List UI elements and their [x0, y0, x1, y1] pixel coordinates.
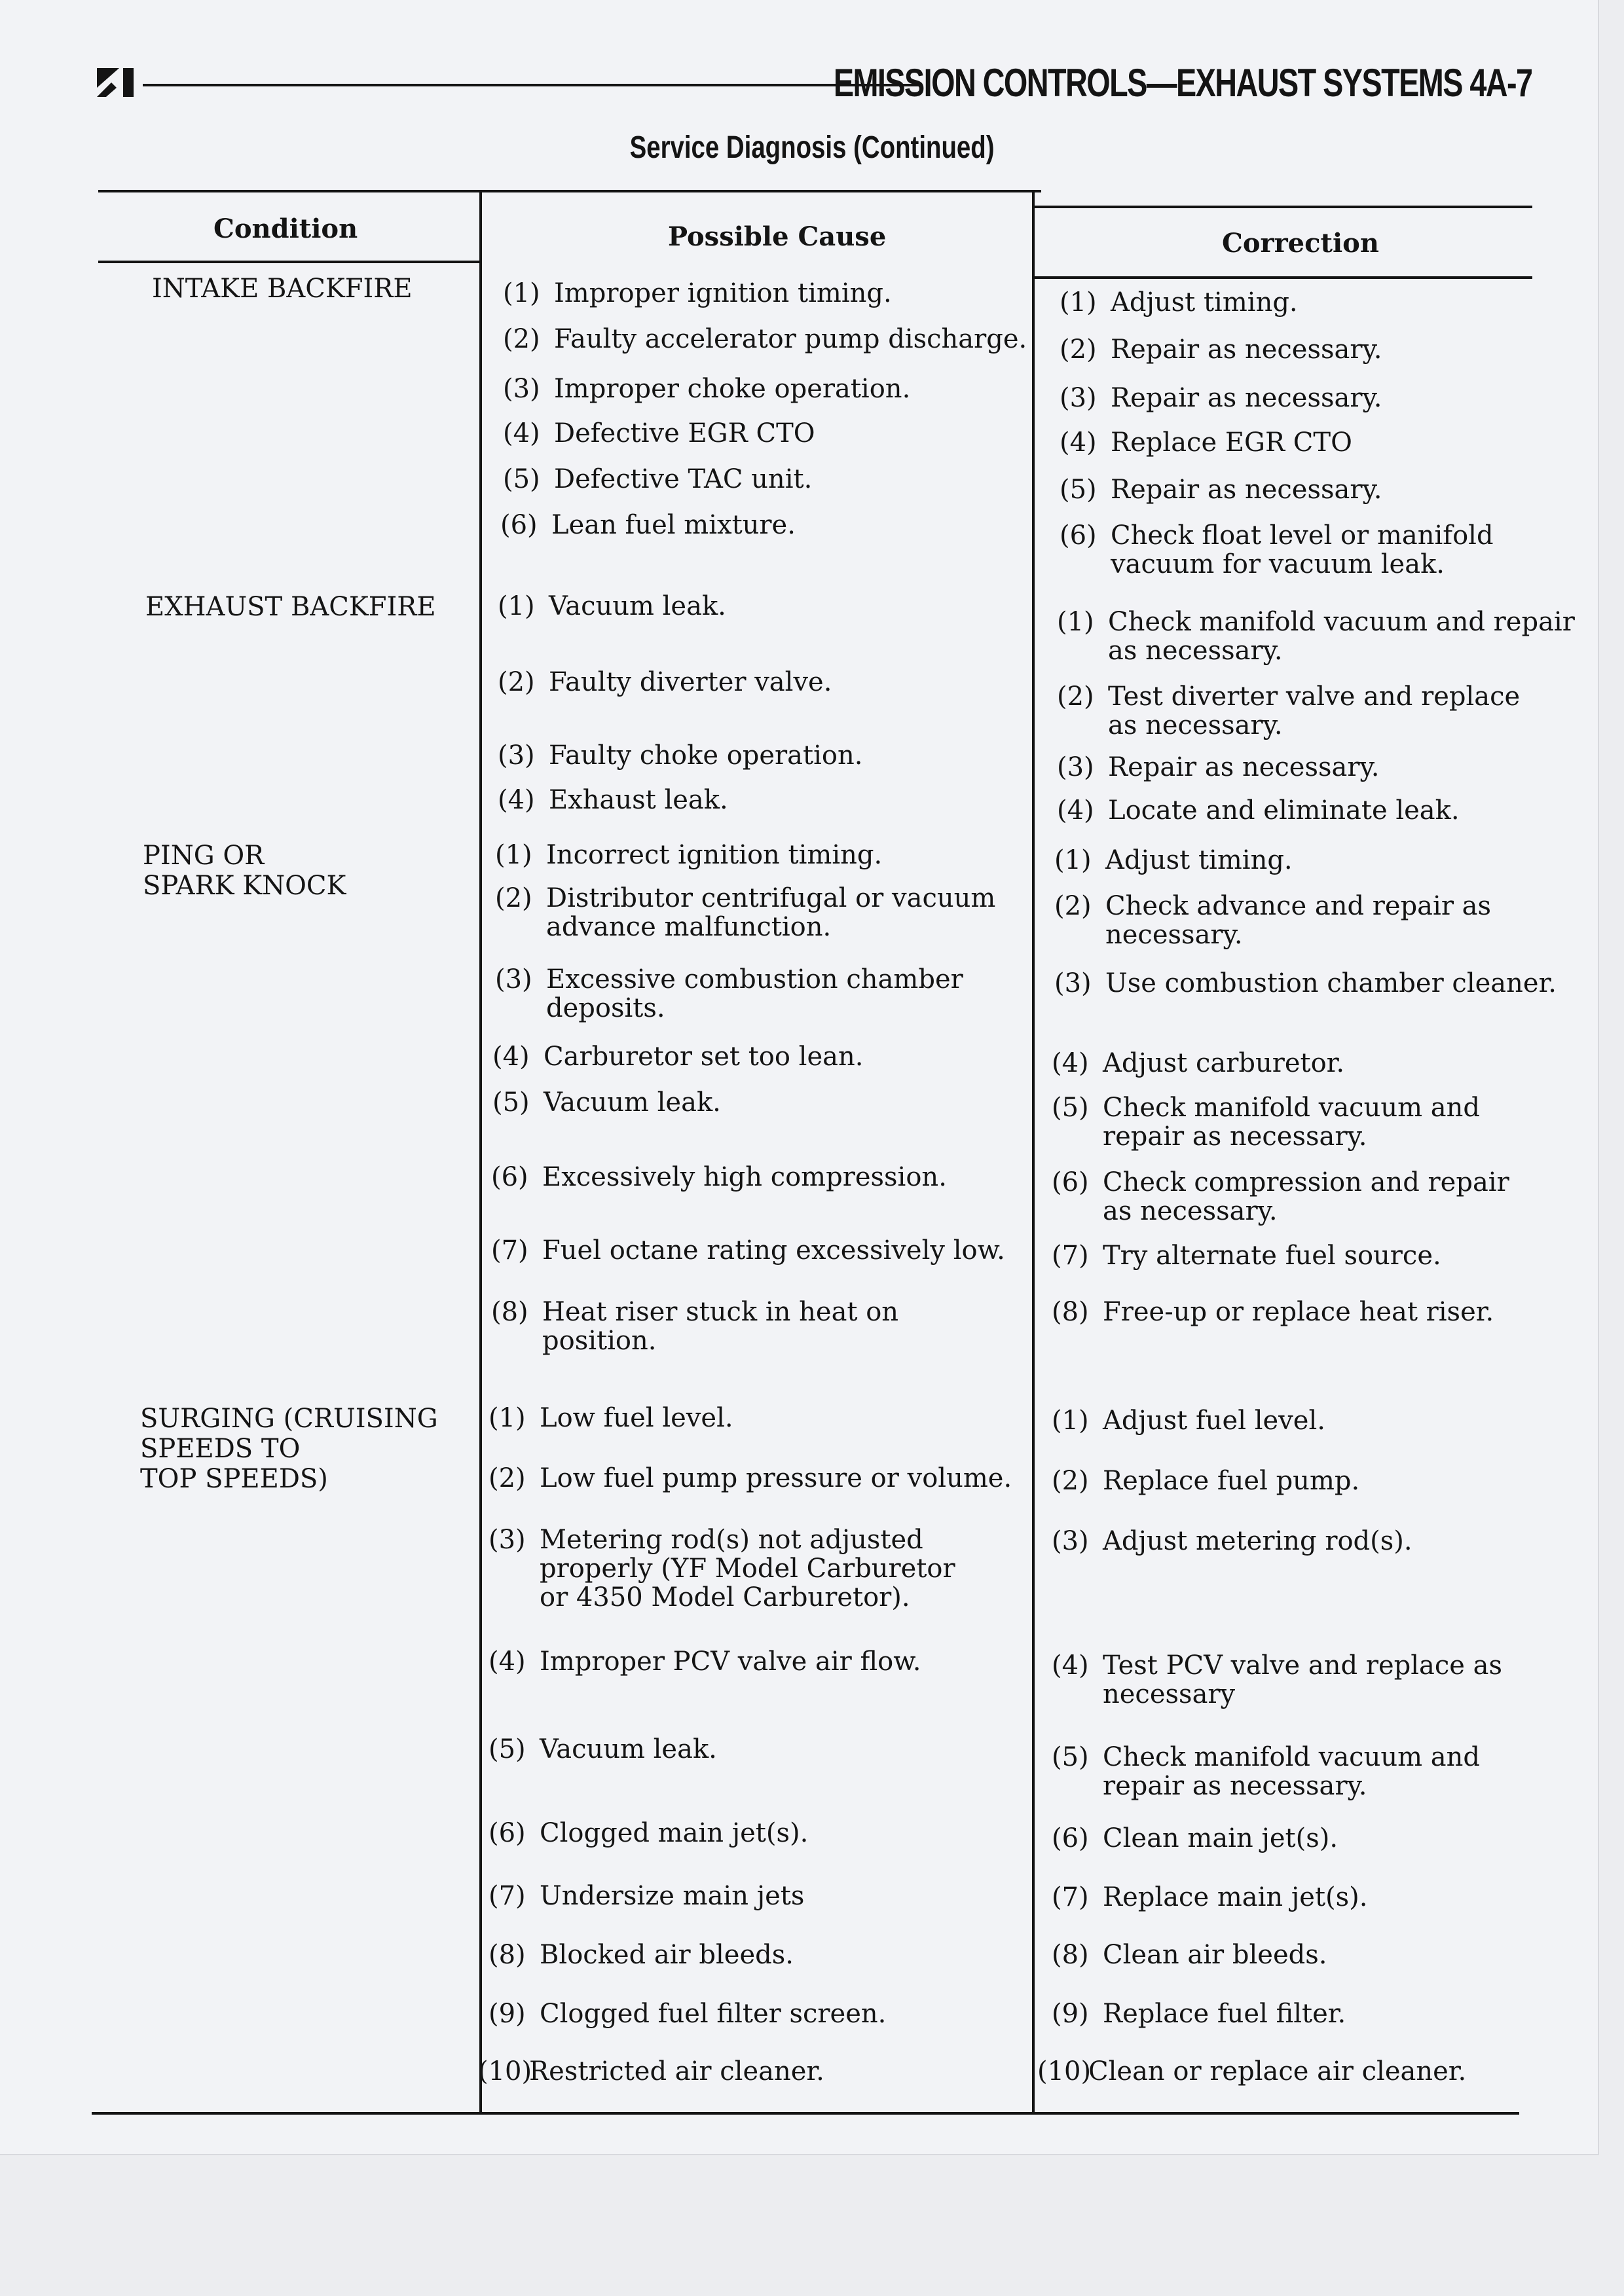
correction-item	[1052, 1168, 1509, 1226]
correction-text: Replace EGR CTO	[1111, 428, 1352, 458]
cause-text: Improper PCV valve air flow.	[540, 1647, 921, 1677]
cause-number: (8)	[489, 1940, 526, 1970]
correction-text: Repair as necessary.	[1111, 335, 1382, 365]
correction-text: Check advance and repair as necessary.	[1105, 891, 1492, 950]
cause-text: Defective EGR CTO	[554, 418, 815, 448]
correction-item	[1060, 288, 1298, 317]
correction-number: (4)	[1052, 1048, 1089, 1078]
correction-number: (8)	[1052, 1297, 1089, 1327]
cause-number: (5)	[489, 1734, 526, 1764]
cause-text: Low fuel level.	[540, 1403, 733, 1433]
condition-surging: SURGING (CRUISING SPEEDS TO TOP SPEEDS)	[140, 1404, 438, 1494]
correction-item	[1054, 846, 1293, 875]
correction-text: Replace main jet(s).	[1103, 1882, 1368, 1912]
correction-text: Adjust carburetor.	[1103, 1048, 1345, 1078]
page-header	[97, 58, 1532, 117]
cause-text: Lean fuel mixture.	[551, 510, 796, 540]
cause-text: Clogged main jet(s).	[540, 1818, 809, 1848]
cause-text: Improper ignition timing.	[554, 278, 892, 308]
correction-item	[1060, 428, 1352, 457]
cause-item	[491, 1236, 1005, 1265]
correction-item	[1052, 1527, 1412, 1556]
cause-text: Faulty diverter valve.	[549, 667, 832, 697]
correction-text: Replace fuel pump.	[1103, 1466, 1360, 1496]
correction-item	[1052, 1298, 1494, 1326]
cause-text: Restricted air cleaner.	[529, 2056, 824, 2086]
correction-item	[1052, 1743, 1480, 1800]
column-header-condition: Condition	[213, 213, 358, 244]
correction-text: Clean air bleeds.	[1103, 1940, 1327, 1970]
cause-text: Blocked air bleeds.	[540, 1940, 794, 1970]
cause-number: (2)	[503, 324, 540, 354]
correction-number: (2)	[1052, 1466, 1089, 1496]
cause-number: (5)	[492, 1087, 530, 1118]
correction-number: (6)	[1052, 1823, 1089, 1853]
correction-item	[1052, 1999, 1346, 2028]
cause-item	[491, 1298, 898, 1355]
cause-number: (1)	[489, 1403, 526, 1433]
cause-number: (1)	[498, 591, 535, 621]
cause-item	[495, 884, 995, 941]
correction-text: Test diverter valve and replace as necessary.	[1108, 682, 1521, 740]
cause-number: (7)	[491, 1235, 528, 1266]
correction-number: (10)	[1037, 2056, 1092, 2086]
table-top-rule-right	[1035, 206, 1532, 208]
column-header-correction: Correction	[1222, 228, 1379, 259]
correction-item	[1057, 753, 1380, 782]
cause-text: Vacuum leak.	[540, 1734, 717, 1764]
cause-item	[492, 1088, 721, 1117]
cause-text: Clogged fuel filter screen.	[540, 1999, 887, 2029]
correction-text: Adjust fuel level.	[1103, 1406, 1325, 1436]
cause-item	[489, 1464, 1012, 1493]
cause-item	[489, 1999, 886, 2028]
cause-number: (4)	[503, 418, 540, 448]
cause-item	[498, 786, 728, 814]
page-title: EMISSION CONTROLS—EXHAUST SYSTEMS 4A-7	[834, 61, 1532, 105]
correction-text: Check compression and repair as necessary.	[1103, 1167, 1509, 1226]
correction-item	[1052, 1467, 1359, 1495]
correction-number: (7)	[1052, 1882, 1089, 1912]
correction-number: (9)	[1052, 1999, 1089, 2029]
correction-item	[1060, 475, 1382, 504]
correction-item	[1052, 1406, 1325, 1435]
correction-item	[1054, 892, 1491, 949]
cause-item	[503, 279, 892, 308]
cause-number: (8)	[491, 1297, 528, 1327]
cause-number: (4)	[492, 1042, 530, 1072]
cause-text: Defective TAC unit.	[554, 464, 813, 494]
cause-number: (6)	[500, 510, 538, 540]
column-header-cause: Possible Cause	[668, 221, 887, 252]
correction-number: (5)	[1060, 475, 1097, 505]
condition-intake-backfire: INTAKE BACKFIRE	[152, 274, 413, 304]
correction-number: (5)	[1052, 1742, 1089, 1772]
cause-text: Excessively high compression.	[542, 1162, 947, 1192]
correction-number: (5)	[1052, 1093, 1089, 1123]
cause-text: Exhaust leak.	[549, 785, 728, 815]
cause-item	[503, 419, 815, 448]
cause-item	[478, 2057, 824, 2086]
correction-item	[1037, 2057, 1466, 2086]
condition-header-rule	[98, 261, 482, 263]
cause-number: (4)	[489, 1647, 526, 1677]
correction-text: Check float level or manifold vacuum for vacuum leak.	[1111, 520, 1494, 579]
cause-text: Low fuel pump pressure or volume.	[540, 1463, 1012, 1493]
column-divider-2	[1032, 190, 1035, 2115]
cause-text: Heat riser stuck in heat on position.	[542, 1297, 899, 1356]
cause-text: Incorrect ignition timing.	[546, 840, 883, 870]
header-rule	[143, 84, 922, 86]
correction-text: Repair as necessary.	[1108, 752, 1380, 782]
correction-number: (7)	[1052, 1241, 1089, 1271]
cause-item	[498, 592, 726, 621]
cause-text: Improper choke operation.	[554, 374, 911, 404]
correction-text: Repair as necessary.	[1111, 475, 1382, 505]
cause-item	[489, 1941, 794, 1969]
cause-item	[489, 1525, 955, 1612]
cause-text: Faulty choke operation.	[549, 740, 863, 771]
cause-number: (2)	[498, 667, 535, 697]
correction-number: (3)	[1057, 752, 1094, 782]
cause-number: (9)	[489, 1999, 526, 2029]
correction-number: (1)	[1060, 287, 1097, 318]
correction-number: (3)	[1052, 1526, 1089, 1556]
cause-number: (6)	[489, 1818, 526, 1848]
cause-number: (5)	[503, 464, 540, 494]
correction-text: Adjust metering rod(s).	[1103, 1526, 1412, 1556]
diagnosis-table	[92, 190, 1575, 2118]
cause-text: Metering rod(s) not adjusted properly (YF Model Carburetor or 4350 Model Carburetor).	[540, 1525, 955, 1613]
correction-number: (8)	[1052, 1940, 1089, 1970]
cause-number: (4)	[498, 785, 535, 815]
cause-text: Fuel octane rating excessively low.	[542, 1235, 1005, 1266]
correction-text: Locate and eliminate leak.	[1108, 795, 1460, 826]
correction-item	[1057, 796, 1460, 825]
cause-text: Carburetor set too lean.	[544, 1042, 864, 1072]
manual-logo-icon	[97, 68, 135, 97]
cause-item	[498, 668, 832, 697]
cause-text: Undersize main jets	[540, 1881, 805, 1911]
cause-item	[492, 1042, 863, 1071]
correction-item	[1052, 1651, 1502, 1709]
cause-item	[495, 841, 882, 869]
correction-text: Repair as necessary.	[1111, 383, 1382, 413]
cause-text: Faulty accelerator pump discharge.	[554, 324, 1027, 354]
cause-item	[489, 1819, 808, 1848]
correction-text: Try alternate fuel source.	[1103, 1241, 1441, 1271]
cause-text: Excessive combustion chamber deposits.	[546, 964, 963, 1023]
correction-number: (6)	[1060, 520, 1097, 551]
correction-item	[1052, 1941, 1327, 1969]
correction-text: Test PCV valve and replace as necessary	[1103, 1650, 1503, 1709]
section-subtitle-text: Service Diagnosis (Continued)	[629, 130, 995, 165]
correction-text: Check manifold vacuum and repair as necessary.	[1108, 607, 1575, 666]
correction-number: (1)	[1052, 1406, 1089, 1436]
cause-item	[495, 965, 963, 1023]
correction-text: Use combustion chamber cleaner.	[1105, 968, 1557, 998]
correction-item	[1052, 1093, 1480, 1151]
correction-text: Free-up or replace heat riser.	[1103, 1297, 1494, 1327]
correction-number: (2)	[1054, 891, 1092, 921]
correction-item	[1054, 968, 1557, 998]
correction-number: (3)	[1054, 968, 1092, 998]
cause-item	[489, 1647, 921, 1676]
correction-text: Adjust timing.	[1105, 845, 1293, 875]
correction-text: Adjust timing.	[1111, 287, 1298, 318]
correction-item	[1052, 1049, 1344, 1078]
table-bottom-rule	[92, 2112, 1519, 2115]
cause-item	[500, 511, 796, 539]
cause-item	[491, 1163, 947, 1192]
cause-number: (3)	[495, 964, 532, 994]
cause-number: (3)	[489, 1525, 526, 1555]
cause-number: (3)	[503, 374, 540, 404]
section-subtitle	[0, 130, 1624, 166]
cause-item	[489, 1404, 733, 1432]
cause-number: (1)	[503, 278, 540, 308]
cause-number: (3)	[498, 740, 535, 771]
correction-text: Check manifold vacuum and repair as necessary.	[1103, 1093, 1480, 1152]
cause-text: Distributor centrifugal or vacuum advance malfunction.	[546, 883, 996, 942]
correction-item	[1052, 1241, 1441, 1270]
correction-item	[1060, 384, 1382, 412]
cause-number: (7)	[489, 1881, 526, 1911]
correction-number: (1)	[1054, 845, 1092, 875]
correction-text: Clean main jet(s).	[1103, 1823, 1338, 1853]
correction-item	[1060, 335, 1382, 364]
cause-number: (6)	[491, 1162, 528, 1192]
cause-number: (10)	[478, 2056, 532, 2086]
correction-number: (1)	[1057, 607, 1094, 637]
correction-number: (2)	[1057, 682, 1094, 712]
cause-item	[503, 465, 812, 494]
correction-number: (4)	[1052, 1650, 1089, 1681]
cause-text: Vacuum leak.	[549, 591, 726, 621]
cause-number: (2)	[495, 883, 532, 913]
correction-item	[1057, 682, 1520, 740]
correction-number: (6)	[1052, 1167, 1089, 1197]
cause-item	[498, 741, 862, 770]
cause-number: (2)	[489, 1463, 526, 1493]
cause-item	[489, 1735, 717, 1764]
cause-item	[489, 1882, 804, 1910]
condition-exhaust-backfire: EXHAUST BACKFIRE	[145, 592, 436, 622]
correction-item	[1060, 521, 1494, 579]
condition-ping-spark-knock: PING OR SPARK KNOCK	[143, 841, 346, 901]
correction-number: (4)	[1057, 795, 1094, 826]
correction-text: Check manifold vacuum and repair as necessary.	[1103, 1742, 1480, 1801]
correction-text: Clean or replace air cleaner.	[1088, 2056, 1467, 2086]
cause-number: (1)	[495, 840, 532, 870]
cause-item	[503, 374, 910, 403]
correction-item	[1052, 1824, 1338, 1853]
correction-number: (3)	[1060, 383, 1097, 413]
cause-text: Vacuum leak.	[544, 1087, 721, 1118]
cause-item	[503, 325, 1027, 354]
correction-item	[1057, 607, 1575, 666]
table-top-rule-left	[98, 190, 1041, 192]
correction-number: (4)	[1060, 428, 1097, 458]
correction-number: (2)	[1060, 335, 1097, 365]
correction-text: Replace fuel filter.	[1103, 1999, 1346, 2029]
correction-header-rule	[1035, 276, 1532, 279]
column-divider-1	[479, 190, 482, 2115]
correction-item	[1052, 1883, 1367, 1912]
